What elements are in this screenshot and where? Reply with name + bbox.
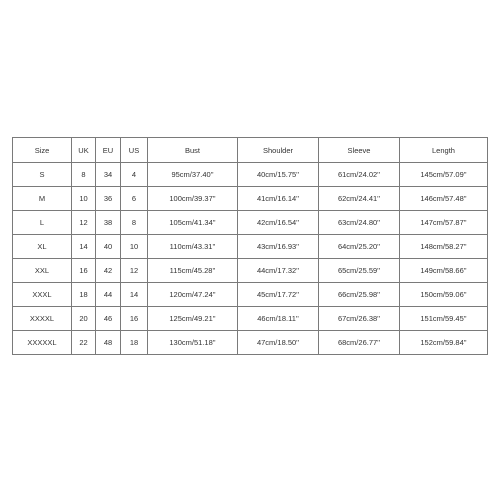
table-row — [13, 163, 488, 187]
header-sleeve: Sleeve — [319, 138, 400, 163]
cell-length: 152cm/59.84'' — [400, 331, 488, 355]
cell-uk: 20 — [72, 307, 96, 331]
cell-size: M — [13, 187, 72, 211]
cell-us: 8 — [121, 211, 148, 235]
cell-us: 16 — [121, 307, 148, 331]
cell-sleeve: 67cm/26.38'' — [319, 307, 400, 331]
cell-us: 18 — [121, 331, 148, 355]
cell-size: XXXL — [13, 283, 72, 307]
cell-us: 10 — [121, 235, 148, 259]
cell-sleeve: 68cm/26.77'' — [319, 331, 400, 355]
cell-sleeve: 62cm/24.41'' — [319, 187, 400, 211]
cell-uk: 8 — [72, 163, 96, 187]
cell-shoulder: 45cm/17.72'' — [238, 283, 319, 307]
cell-eu: 40 — [96, 235, 121, 259]
table-row — [13, 211, 488, 235]
header-row — [13, 138, 488, 163]
cell-eu: 46 — [96, 307, 121, 331]
cell-sleeve: 63cm/24.80'' — [319, 211, 400, 235]
table-row — [13, 307, 488, 331]
cell-eu: 38 — [96, 211, 121, 235]
cell-bust: 125cm/49.21'' — [148, 307, 238, 331]
cell-eu: 34 — [96, 163, 121, 187]
cell-length: 149cm/58.66'' — [400, 259, 488, 283]
header-eu: EU — [96, 138, 121, 163]
cell-bust: 105cm/41.34'' — [148, 211, 238, 235]
cell-size: S — [13, 163, 72, 187]
header-uk: UK — [72, 138, 96, 163]
header-size: Size — [13, 138, 72, 163]
cell-shoulder: 43cm/16.93'' — [238, 235, 319, 259]
cell-bust: 115cm/45.28'' — [148, 259, 238, 283]
cell-shoulder: 46cm/18.11'' — [238, 307, 319, 331]
cell-eu: 44 — [96, 283, 121, 307]
table-row — [13, 187, 488, 211]
cell-size: XXL — [13, 259, 72, 283]
header-bust: Bust — [148, 138, 238, 163]
header-shoulder: Shoulder — [238, 138, 319, 163]
cell-length: 146cm/57.48'' — [400, 187, 488, 211]
cell-bust: 120cm/47.24'' — [148, 283, 238, 307]
cell-uk: 22 — [72, 331, 96, 355]
cell-length: 147cm/57.87'' — [400, 211, 488, 235]
cell-sleeve: 66cm/25.98'' — [319, 283, 400, 307]
table-row — [13, 259, 488, 283]
header-us: US — [121, 138, 148, 163]
cell-shoulder: 41cm/16.14'' — [238, 187, 319, 211]
table-row — [13, 235, 488, 259]
cell-size: L — [13, 211, 72, 235]
cell-size: XXXXL — [13, 307, 72, 331]
cell-shoulder: 42cm/16.54'' — [238, 211, 319, 235]
cell-us: 4 — [121, 163, 148, 187]
cell-shoulder: 47cm/18.50'' — [238, 331, 319, 355]
cell-sleeve: 65cm/25.59'' — [319, 259, 400, 283]
size-chart-table — [12, 137, 488, 355]
cell-length: 150cm/59.06'' — [400, 283, 488, 307]
cell-size: XL — [13, 235, 72, 259]
cell-shoulder: 40cm/15.75'' — [238, 163, 319, 187]
cell-bust: 95cm/37.40'' — [148, 163, 238, 187]
cell-us: 14 — [121, 283, 148, 307]
header-length: Length — [400, 138, 488, 163]
cell-us: 6 — [121, 187, 148, 211]
cell-size: XXXXXL — [13, 331, 72, 355]
cell-length: 145cm/57.09'' — [400, 163, 488, 187]
cell-uk: 18 — [72, 283, 96, 307]
cell-bust: 100cm/39.37'' — [148, 187, 238, 211]
cell-eu: 42 — [96, 259, 121, 283]
cell-bust: 130cm/51.18'' — [148, 331, 238, 355]
cell-uk: 16 — [72, 259, 96, 283]
cell-length: 151cm/59.45'' — [400, 307, 488, 331]
cell-sleeve: 64cm/25.20'' — [319, 235, 400, 259]
cell-eu: 48 — [96, 331, 121, 355]
cell-uk: 10 — [72, 187, 96, 211]
cell-uk: 12 — [72, 211, 96, 235]
cell-bust: 110cm/43.31'' — [148, 235, 238, 259]
table-row — [13, 331, 488, 355]
cell-eu: 36 — [96, 187, 121, 211]
table-row — [13, 283, 488, 307]
cell-uk: 14 — [72, 235, 96, 259]
cell-length: 148cm/58.27'' — [400, 235, 488, 259]
cell-shoulder: 44cm/17.32'' — [238, 259, 319, 283]
cell-us: 12 — [121, 259, 148, 283]
cell-sleeve: 61cm/24.02'' — [319, 163, 400, 187]
